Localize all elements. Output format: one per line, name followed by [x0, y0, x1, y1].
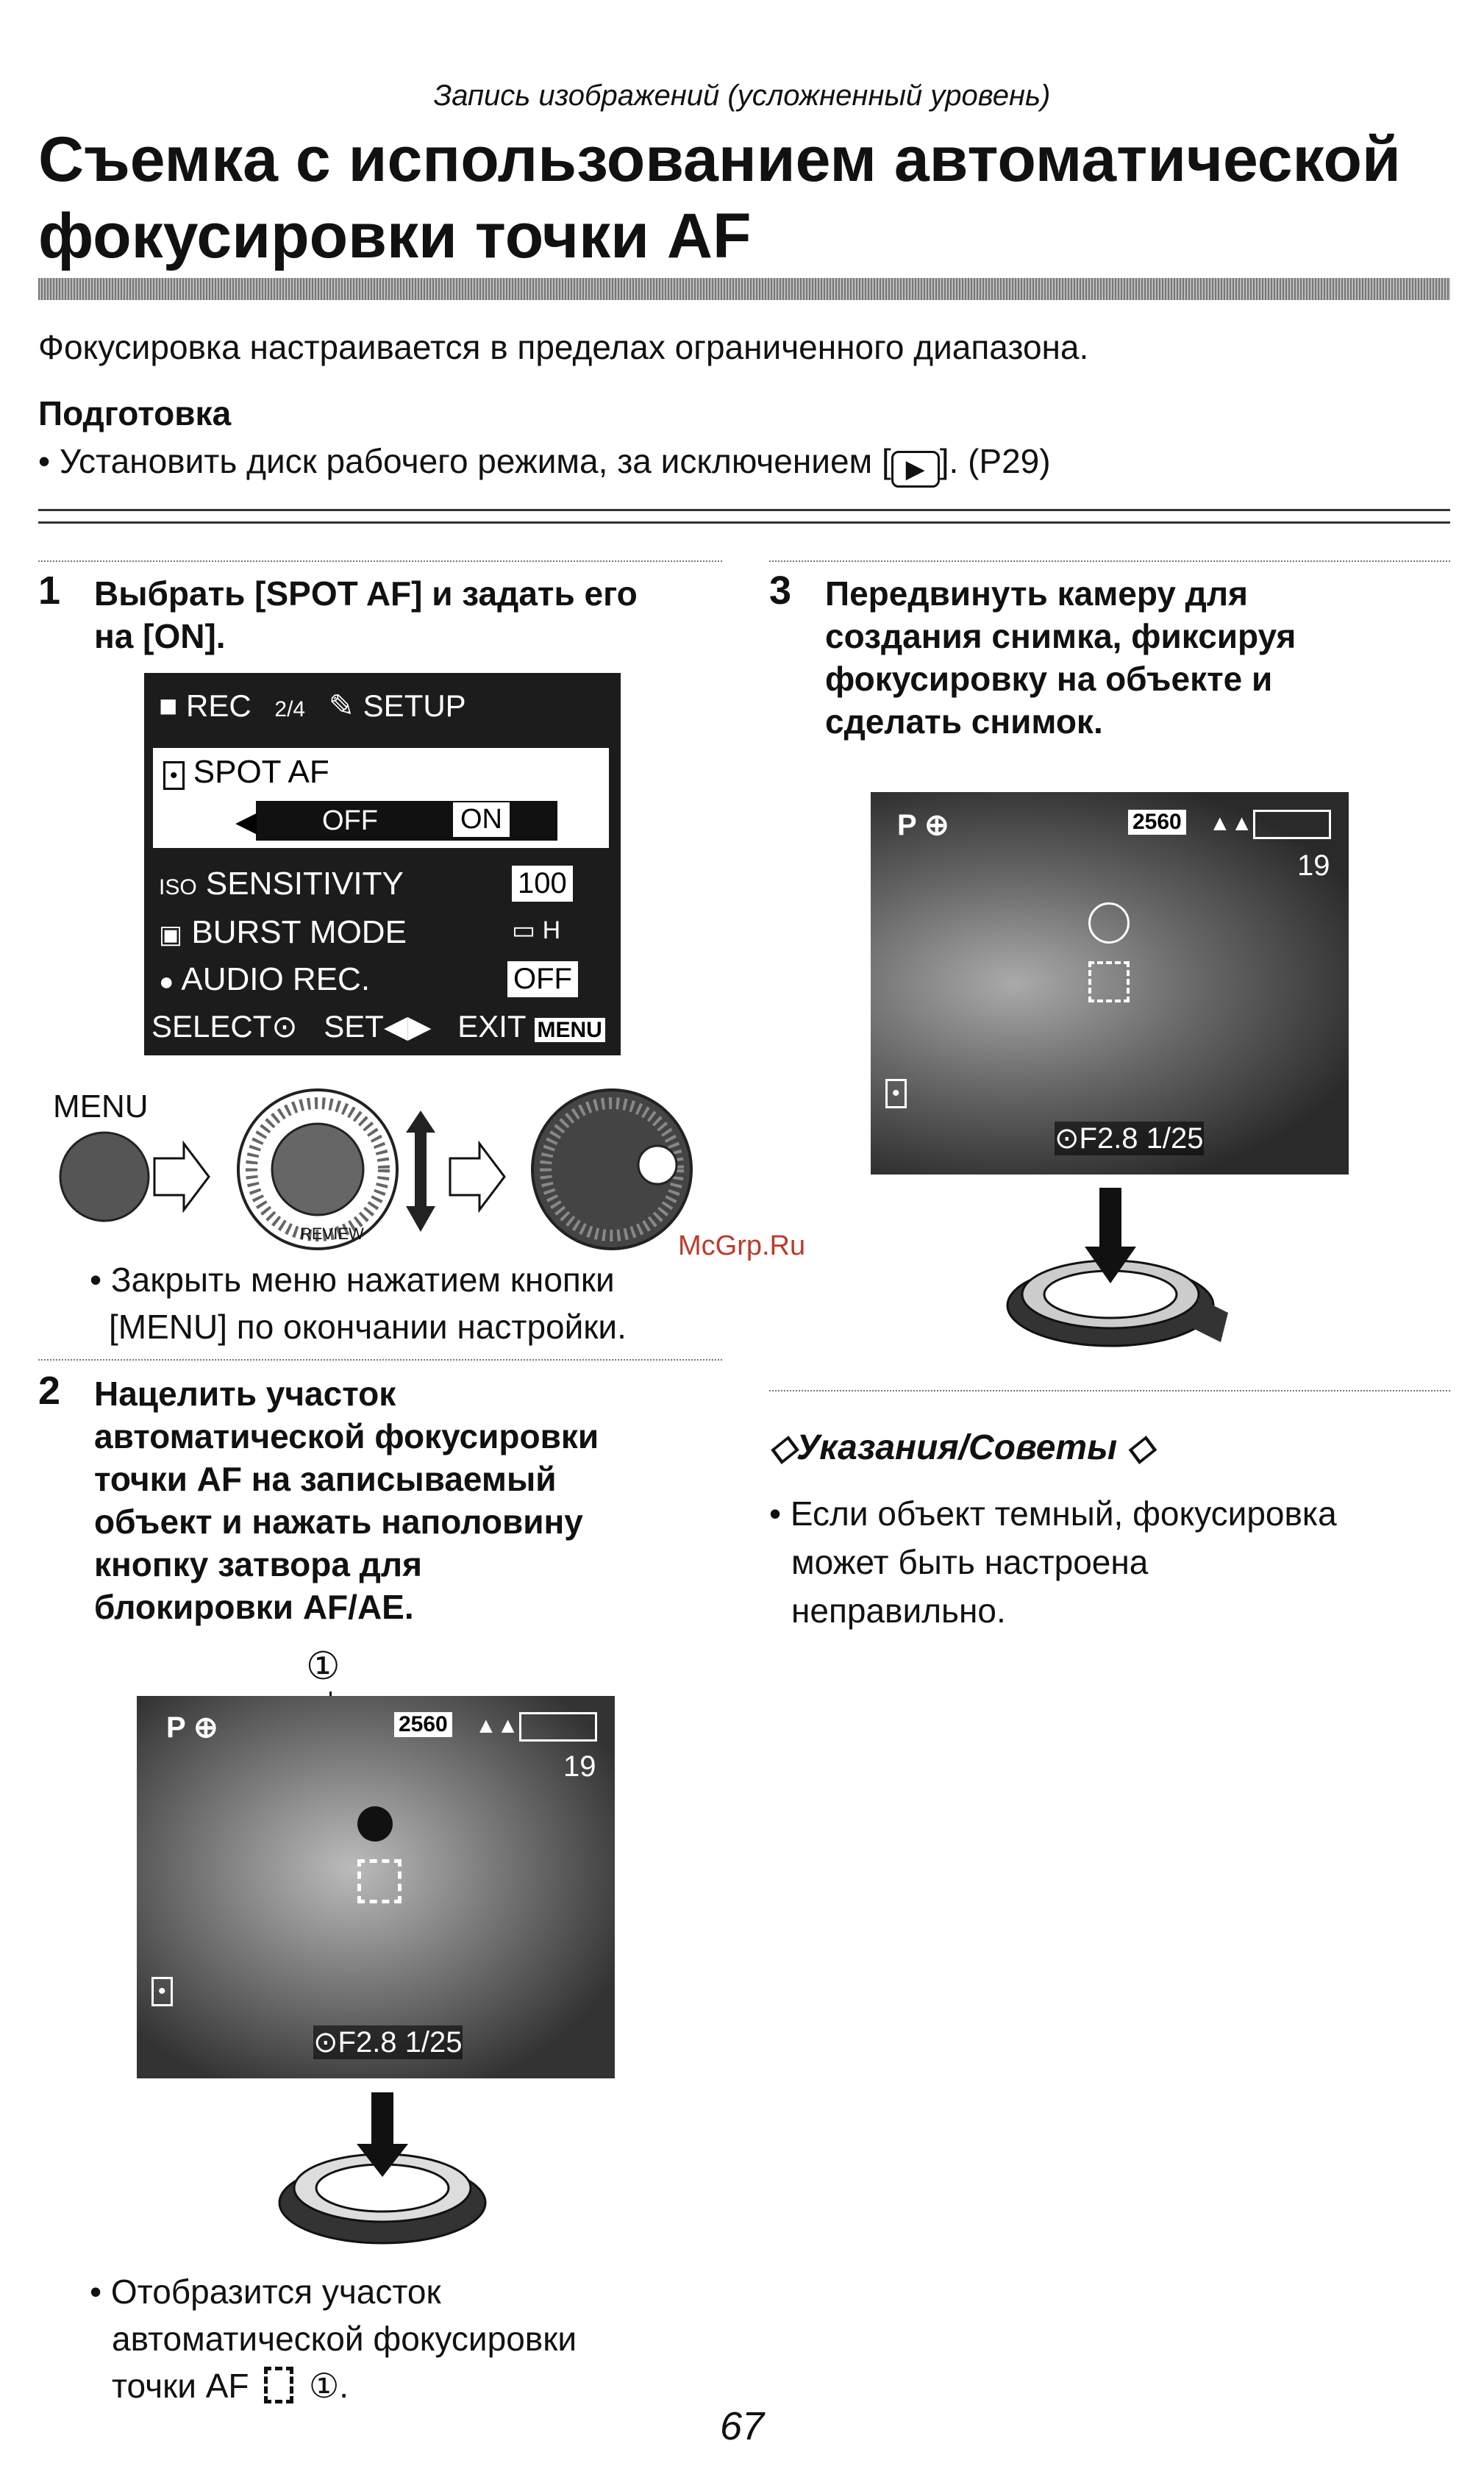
shooting-mode-p-3: P	[897, 809, 916, 841]
step2-note-line-3-text: точки AF	[112, 2367, 249, 2405]
step2-note-line-3	[90, 2362, 577, 2409]
title-line-1: Съемка с использованием автоматической	[38, 124, 1401, 195]
set-arrows-icon: ◀▶	[383, 1009, 432, 1044]
arrow-right-icon-2	[450, 1144, 504, 1210]
audio-label: AUDIO REC.	[181, 961, 371, 997]
burst-label: BURST MODE	[191, 914, 407, 950]
step2-line-4: объект и нажать наполовину	[94, 1503, 583, 1541]
tips-line-2: может быть настроена	[791, 1543, 1149, 1581]
playback-mode-icon: ▶	[891, 451, 940, 488]
step2-line-6: блокировки AF/AE.	[94, 1588, 414, 1626]
page-number: 67	[719, 2404, 765, 2448]
spot-af-mode-icon-3: •	[885, 1079, 907, 1108]
arrow-right-icon	[154, 1144, 209, 1210]
audio-value: OFF	[507, 961, 578, 997]
step3-line-1: Передвинуть камеру для	[825, 574, 1248, 613]
camera-icon: ■	[159, 688, 178, 723]
preparation-heading: Подготовка	[38, 394, 232, 432]
step2-line-3: точки AF на записываемый	[94, 1460, 557, 1498]
shutter-value: 1/25	[404, 2026, 463, 2059]
sensitivity-label: SENSITIVITY	[205, 866, 404, 902]
menu-badge: MENU	[535, 1018, 605, 1042]
spot-af-options	[235, 801, 557, 841]
burst-value-text: H	[542, 916, 561, 944]
intro-text: Фокусировка настраивается в пределах ограниченного диапазона.	[38, 328, 1089, 366]
tips-line-3: неправильно.	[791, 1592, 1006, 1630]
resolution-badge: 2560	[394, 1712, 452, 1737]
exposure-readout-3	[1055, 1122, 1204, 1155]
shooting-mode-p: P	[166, 1711, 185, 1744]
step3-line-3: фокусировку на объекте и	[825, 660, 1273, 698]
step2-note	[90, 2268, 577, 2409]
af-area-icon-3	[1088, 961, 1130, 1002]
remaining-shots: 19	[563, 1750, 596, 1783]
step1-text	[94, 572, 638, 657]
title-line-2: фокусировки точки AF	[38, 201, 752, 271]
spot-af-row	[153, 748, 609, 848]
sensitivity-value: 100	[512, 866, 573, 902]
tips-heading: ◇Указания/Советы ◇	[769, 1428, 1155, 1467]
shutter-value-3: 1/25	[1146, 1122, 1204, 1155]
page-header: Запись изображений (усложненный уровень)	[433, 79, 1051, 112]
quality-icon-3: ▲▲	[1209, 811, 1253, 835]
control-illustration	[53, 1088, 715, 1250]
step1-note	[90, 1256, 627, 1350]
menu-page-indicator: 2/4	[274, 697, 306, 721]
exposure-readout	[313, 2025, 463, 2059]
step2-note-line-2: автоматической фокусировки	[112, 2320, 577, 2358]
step3-line-4: сделать снимок.	[825, 702, 1103, 741]
burst-value-icon: ▭	[512, 916, 536, 944]
set-label: SET	[324, 1009, 384, 1044]
focus-indicator-icon-3	[1088, 902, 1130, 944]
step2-text	[94, 1372, 599, 1628]
step2-note-line-1: • Отобразится участок	[90, 2273, 441, 2311]
aperture-value-3: F2.8	[1079, 1122, 1138, 1155]
camera-screen-step2	[137, 1696, 615, 2078]
step2-line-2: автоматической фокусировки	[94, 1417, 599, 1455]
step2-note-line-3-callout: ①.	[309, 2367, 349, 2405]
title-underline-bar	[38, 278, 1450, 300]
shutter-half-press-illustration	[272, 2092, 493, 2247]
step1-separator	[38, 560, 722, 562]
callout-1: ①	[306, 1645, 340, 1688]
iso-icon: ISO	[159, 875, 197, 899]
battery-icon	[519, 1712, 597, 1742]
quality-icon: ▲▲	[475, 1714, 519, 1738]
spot-af-label: SPOT AF	[193, 754, 329, 790]
shooting-mode	[166, 1711, 218, 1744]
spot-af-icon: •	[163, 761, 185, 790]
select-dial-icon: ⊙	[271, 1009, 298, 1044]
preparation-text	[38, 441, 1051, 488]
focus-indicator-icon	[357, 1806, 393, 1842]
menu-row-burst	[159, 914, 407, 951]
tips-line-1: • Если объект темный, фокусировка	[769, 1494, 1337, 1533]
step1-number: 1	[38, 569, 61, 613]
burst-value	[512, 916, 560, 945]
camera-screen-step3	[871, 792, 1349, 1175]
shooting-mode-3	[897, 808, 949, 842]
globe-icon: ⊕	[193, 1711, 218, 1744]
step2-line-5: кнопку затвора для	[94, 1545, 422, 1583]
section-divider	[38, 509, 1450, 524]
step2-line-1: Нацелить участок	[94, 1375, 396, 1413]
review-label: REVIEW	[300, 1225, 364, 1243]
battery-icon-3	[1253, 810, 1331, 839]
step3-number: 3	[769, 569, 792, 613]
preparation-text-before: • Установить диск рабочего режима, за исключением [	[38, 442, 891, 480]
shutter-full-press-illustration	[1000, 1188, 1235, 1357]
microphone-icon: ●	[159, 968, 174, 996]
step2-separator	[38, 1359, 722, 1361]
aperture-value: F2.8	[338, 2026, 397, 2059]
step3-line-2: создания снимка, фиксируя	[825, 617, 1296, 655]
select-label: SELECT	[151, 1009, 272, 1044]
setup-icon: ✎	[328, 688, 354, 723]
tips-separator	[769, 1390, 1450, 1391]
dial-icon: ⊙	[313, 2026, 338, 2059]
tips-body	[769, 1489, 1337, 1635]
dial-icon-3: ⊙	[1055, 1122, 1080, 1155]
menu-row-sensitivity	[159, 866, 404, 902]
menu-tab-setup: SETUP	[363, 688, 466, 723]
menu-row-audio	[159, 961, 370, 998]
menu-button-label: MENU	[53, 1088, 149, 1125]
af-frame-icon	[264, 2367, 293, 2403]
option-on: ON	[453, 802, 510, 837]
preparation-text-after: ]. (P29)	[939, 442, 1051, 480]
rotate-arrow-icon	[406, 1111, 435, 1232]
burst-icon: ▣	[159, 921, 183, 949]
option-off: OFF	[322, 805, 378, 836]
left-arrow-icon: ◀	[235, 807, 257, 838]
menu-tabs	[159, 688, 466, 724]
af-area-icon	[357, 1859, 402, 1903]
spot-af-menu-screen	[144, 673, 621, 1055]
remaining-shots-3: 19	[1297, 849, 1330, 882]
resolution-badge-3: 2560	[1128, 810, 1186, 835]
page-title	[38, 121, 1465, 274]
exit-label: EXIT	[457, 1009, 526, 1044]
menu-footer	[151, 1008, 605, 1044]
step3-separator	[769, 560, 1450, 562]
spot-af-mode-icon: •	[151, 1977, 173, 2006]
step1-note-line-2: [MENU] по окончании настройки.	[109, 1308, 627, 1346]
menu-button-icon	[60, 1133, 149, 1221]
step1-line-2: на [ON].	[94, 617, 226, 655]
step1-note-line-1: • Закрыть меню нажатием кнопки	[90, 1261, 615, 1299]
globe-icon-3: ⊕	[924, 809, 949, 841]
menu-tab-rec: REC	[186, 688, 252, 723]
step2-number: 2	[38, 1369, 61, 1413]
step1-line-1: Выбрать [SPOT AF] и задать его	[94, 574, 638, 613]
watermark: McGrp.Ru	[678, 1230, 806, 1261]
step3-text	[825, 572, 1296, 743]
